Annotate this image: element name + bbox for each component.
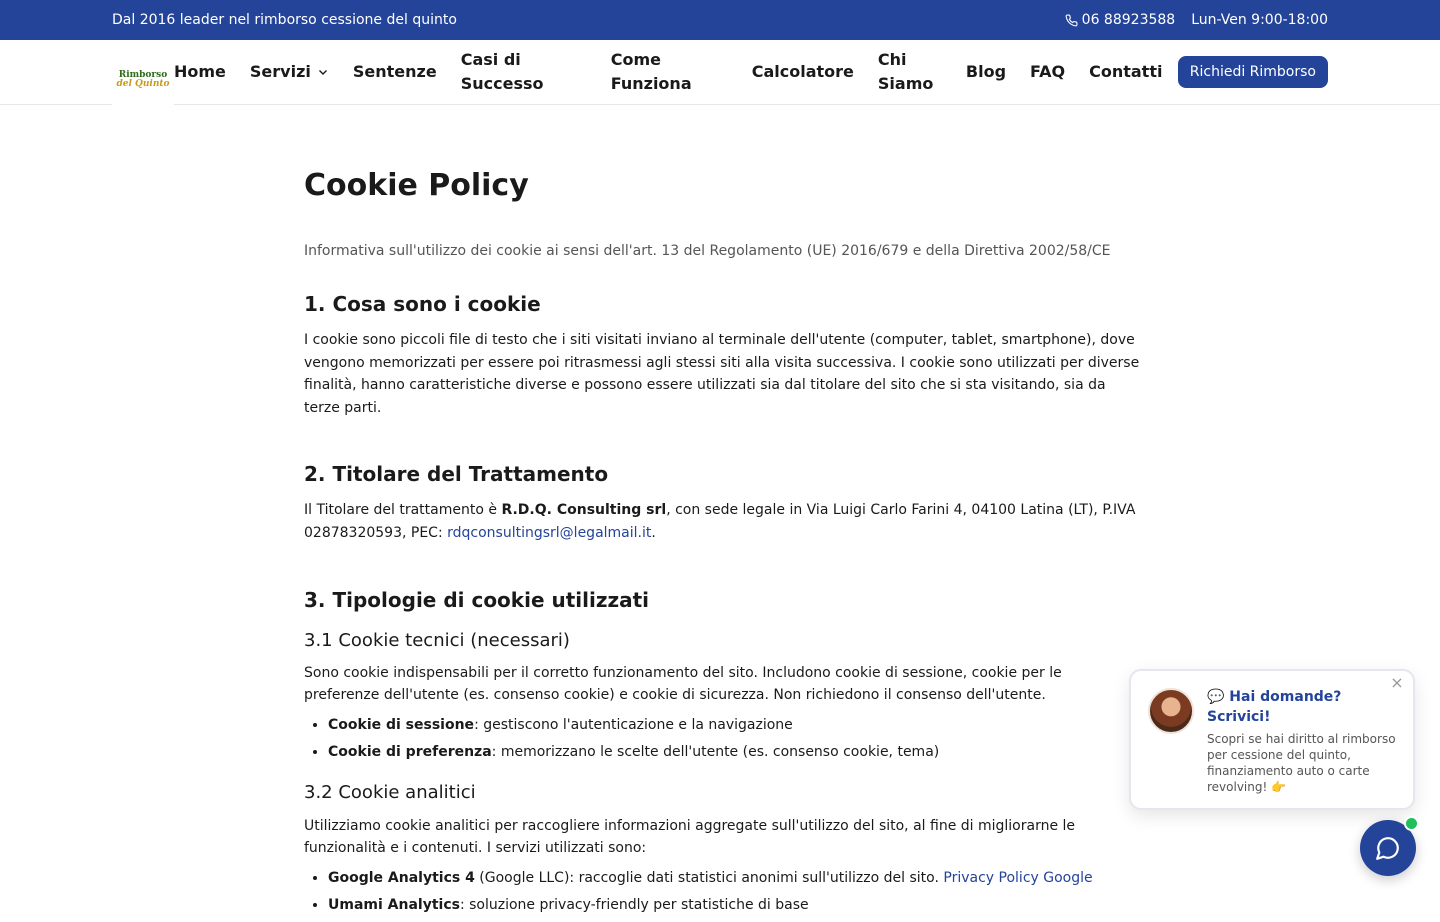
top-bar-phone[interactable]: [1065, 12, 1176, 28]
nav-home-label: Home: [174, 62, 226, 81]
nav-faq-label: FAQ: [1030, 62, 1066, 81]
page-title: Cookie Policy: [304, 168, 529, 203]
nav-come-line-1: Come: [610, 50, 661, 69]
list-item-desc: (Google LLC): raccoglie dati statistici anonimi sull'utilizzo del sito.: [474, 869, 944, 886]
section-2-text-pre: Il Titolare del trattamento è: [304, 502, 502, 519]
nav-casi-line-1: Casi di: [460, 50, 521, 69]
section-1-body: I cookie sono piccoli file di testo che i siti visitati inviano al terminale dell'utente (computer, tablet, smartphone), dove vengono memorizzati per essere poi ritrasmessi agli stessi siti alla visita successiva. I cookie sono utilizzati per diverse finalità, hanno caratteristiche diverse e possono essere utilizzati sia dal titolare del sito che si sta visitando, sia da terze parti.: [304, 332, 1140, 416]
nav-chi-line-1: Chi: [877, 50, 907, 69]
main-header: [0, 40, 1440, 105]
nav-servizi[interactable]: [238, 60, 341, 84]
nav-sentenze-label: Sentenze: [352, 62, 437, 81]
page-intro: Informativa sull'utilizzo dei cookie ai sensi dell'art. 13 del Regolamento (UE) 2016/679 e della Direttiva 2002/58/CE: [304, 243, 1111, 259]
nav-blog-label: Blog: [965, 62, 1007, 81]
cookie-policy-content: [304, 105, 1140, 922]
chevron-down-icon: [317, 66, 329, 78]
top-bar: [0, 0, 1440, 40]
list-item: [328, 742, 1140, 762]
section-3-1-title: 3.1 Cookie tecnici (necessari): [304, 629, 570, 651]
nav-sentenze[interactable]: [341, 60, 449, 84]
company-name: R.D.Q. Consulting srl: [501, 502, 667, 519]
nav-chi-line-2: Siamo: [877, 74, 934, 93]
chat-popup-text: Scopri se hai diritto al rimborso per cessione del quinto, finanziamento auto o carte revolving! 👉: [1207, 732, 1396, 794]
request-refund-label: Richiedi Rimborso: [1189, 64, 1316, 80]
close-icon[interactable]: ×: [1390, 673, 1404, 692]
nav-calcolatore[interactable]: [740, 60, 866, 84]
phone-icon: [1065, 14, 1078, 27]
site-logo[interactable]: [112, 49, 174, 111]
request-refund-button[interactable]: [1178, 56, 1328, 88]
agent-avatar: [1148, 688, 1194, 734]
logo-line-1: Rimborso: [118, 70, 168, 80]
list-item-desc: : memorizzano le scelte dell'utente (es. consenso cookie, tema): [491, 743, 940, 760]
opening-hours: Lun-Ven 9:00-18:00: [1191, 12, 1328, 28]
online-status-dot: [1404, 816, 1419, 831]
phone-number: 06 88923588: [1081, 12, 1176, 28]
nav-contatti-label: Contatti: [1089, 62, 1163, 81]
nav-come-line-2: Funziona: [610, 74, 692, 93]
main-nav: [174, 48, 1174, 96]
chat-popup-title: 💬 Hai domande? Scrivici!: [1207, 689, 1342, 725]
list-item-name: Google Analytics 4: [328, 869, 475, 886]
google-privacy-link[interactable]: Privacy Policy Google: [943, 869, 1093, 886]
section-2-text-mid: , con sede legale in Via Luigi Carlo Farini 4, 04100 Latina (LT), P.IVA 02878320593, PEC:: [304, 502, 1136, 541]
section-3-2-title: 3.2 Cookie analitici: [304, 781, 476, 803]
section-2-text-end: .: [651, 524, 656, 541]
nav-servizi-label: Servizi: [249, 62, 311, 81]
list-item: [328, 868, 1140, 888]
nav-calcolatore-label: Calcolatore: [751, 62, 854, 81]
section-2-body: [304, 499, 1140, 544]
analytics-cookies-list: [304, 868, 1140, 915]
technical-cookies-list: [304, 715, 1140, 762]
nav-blog[interactable]: [954, 60, 1018, 84]
list-item: [328, 715, 1140, 735]
section-1-title: 1. Cosa sono i cookie: [304, 292, 541, 316]
list-item-desc: : soluzione privacy-friendly per statistiche di base: [459, 896, 809, 913]
nav-chi-siamo[interactable]: [866, 48, 954, 96]
nav-home[interactable]: [174, 60, 238, 84]
nav-casi-di-successo[interactable]: [449, 48, 599, 96]
pec-email-link[interactable]: rdqconsultingsrl@legalmail.it: [447, 524, 652, 541]
chat-bubble-icon: [1375, 835, 1401, 861]
logo-line-2: del Quinto: [116, 79, 170, 89]
nav-faq[interactable]: [1018, 60, 1077, 84]
section-3-1-body: Sono cookie indispensabili per il corretto funzionamento del sito. Includono cookie di sessione, cookie per le preferenze dell'utente (es. consenso cookie) e cookie di sicurezza. Non richiedono il consenso dell'utente.: [304, 664, 1062, 704]
list-item: [328, 895, 1140, 915]
list-item-name: Cookie di preferenza: [328, 743, 492, 760]
list-item-name: Cookie di sessione: [328, 716, 475, 733]
top-bar-contacts: [1065, 12, 1328, 28]
nav-come-funziona[interactable]: [599, 48, 740, 96]
nav-casi-line-2: Successo: [460, 74, 544, 93]
top-bar-tagline: Dal 2016 leader nel rimborso cessione del quinto: [112, 12, 457, 28]
chat-popup[interactable]: [1129, 669, 1415, 810]
list-item-name: Umami Analytics: [328, 896, 460, 913]
section-3-title: 3. Tipologie di cookie utilizzati: [304, 587, 650, 612]
nav-contatti[interactable]: [1077, 60, 1174, 84]
list-item-desc: : gestiscono l'autenticazione e la navigazione: [474, 716, 793, 733]
section-3-2-body: Utilizziamo cookie analitici per raccogliere informazioni aggregate sull'utilizzo del sito, al fine di migliorarne le funzionalità e i contenuti. I servizi utilizzati sono:: [304, 817, 1076, 857]
section-2-title: 2. Titolare del Trattamento: [304, 462, 609, 487]
logo-mark: [116, 71, 169, 89]
